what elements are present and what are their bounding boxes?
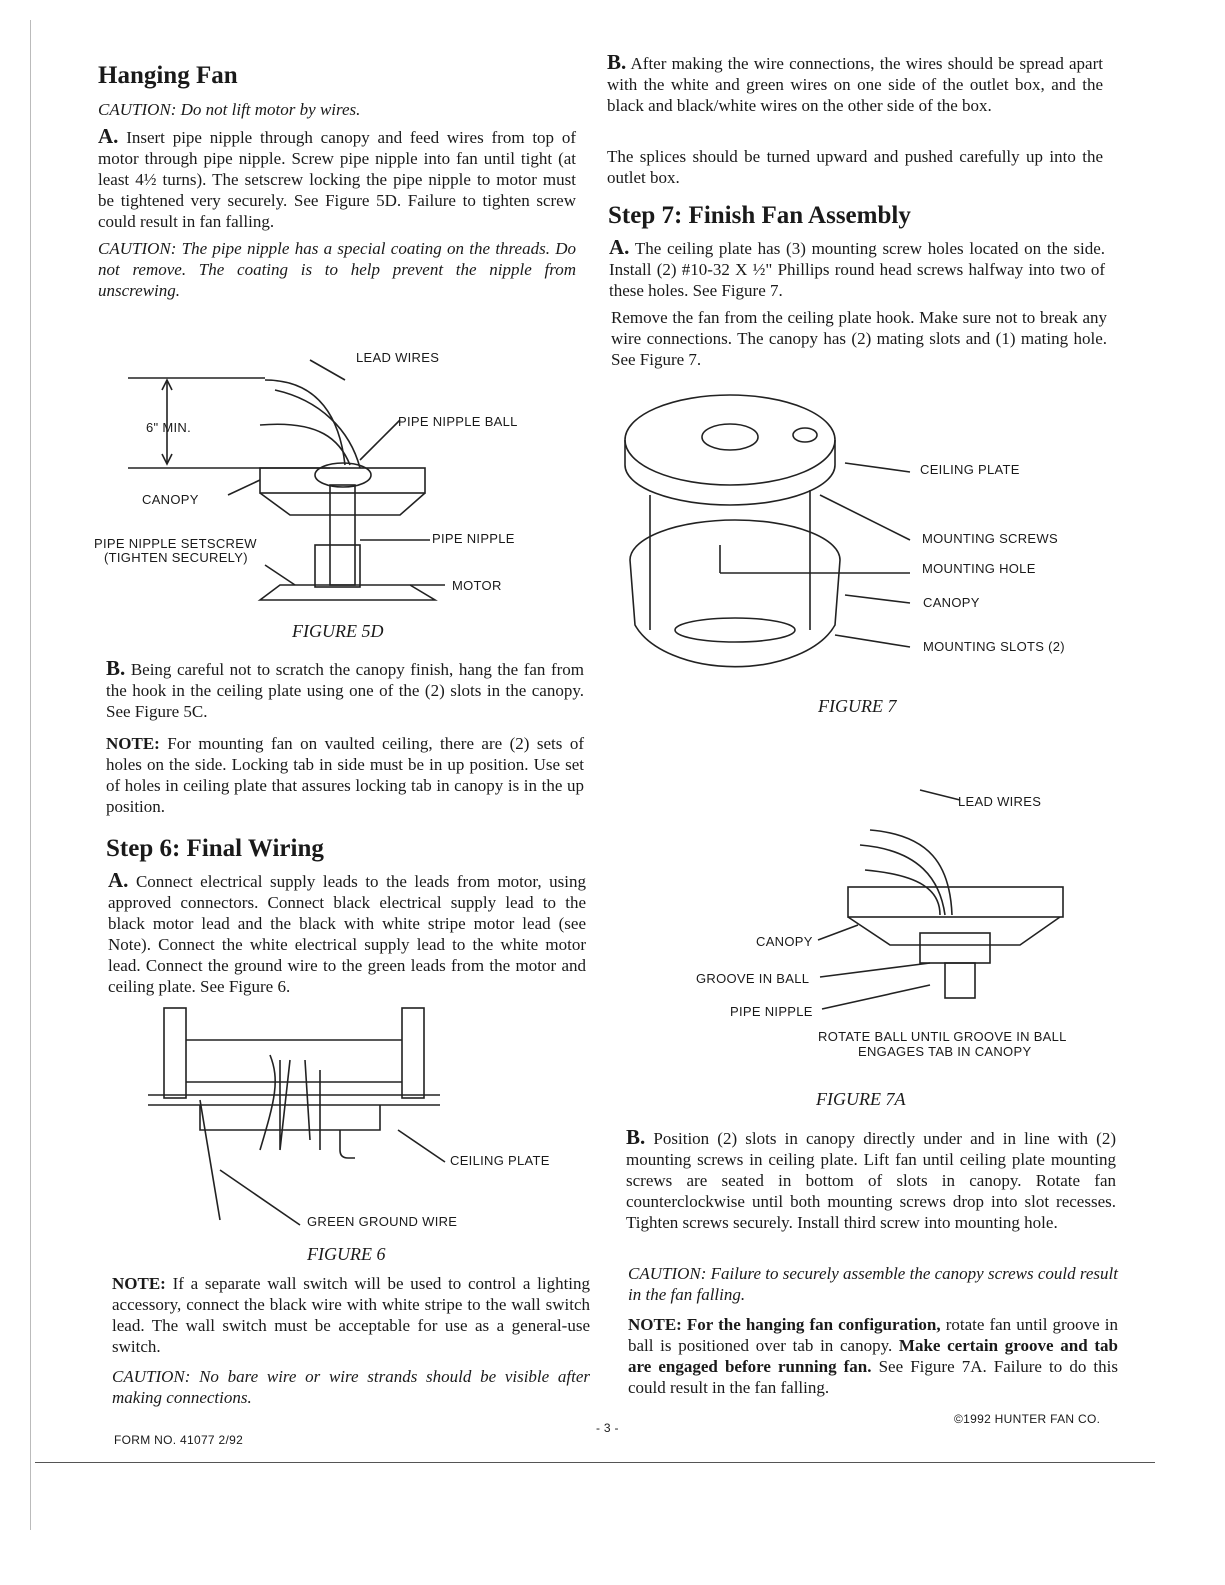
step-letter: B. bbox=[106, 656, 126, 680]
note-bold: NOTE: For the hanging fan configuration, bbox=[628, 1315, 941, 1334]
paragraph-b-wires bbox=[607, 52, 1103, 116]
figure-7 bbox=[620, 385, 1100, 695]
label-setscrew: PIPE NIPPLE SETSCREW bbox=[94, 536, 257, 551]
label-6-min: 6" MIN. bbox=[146, 420, 191, 435]
caution-coating: CAUTION: The pipe nipple has a special coating on the threads. Do not remove. The coating is to help prevent the nipple from unscrewing. bbox=[98, 239, 576, 300]
label-ceiling-plate: CEILING PLATE bbox=[920, 462, 1020, 477]
paragraph-text: Position (2) slots in canopy directly under and in line with (2) mounting screws in ceiling plate. Lift fan until ceiling plate mounting screws are seated in bottom of slots in canopy. Rotate fan counterclockwise until both mounting screws drop into slot recesses. Tighten screws securely. Install third screw into mounting hole. bbox=[626, 1129, 1116, 1232]
step-letter: A. bbox=[609, 235, 630, 259]
label-canopy: CANOPY bbox=[923, 595, 980, 610]
figure-5d-caption: FIGURE 5D bbox=[292, 621, 384, 641]
step-letter: A. bbox=[108, 868, 129, 892]
note-label: NOTE: bbox=[112, 1274, 166, 1293]
figure-7a-caption: FIGURE 7A bbox=[816, 1089, 906, 1109]
note-hanging-configuration bbox=[628, 1314, 1118, 1398]
figure-7-caption: FIGURE 7 bbox=[818, 696, 897, 716]
note-text: rotate fan until groove in ball is positioned over tab in canopy. bbox=[628, 1315, 1118, 1355]
paragraph-text: Being careful not to scratch the canopy finish, hang the fan from the hook in the ceiling plate using one of the (2) slots in the canopy. See Figure 5C. bbox=[106, 660, 584, 721]
label-green-ground-wire: GREEN GROUND WIRE bbox=[307, 1214, 458, 1229]
label-lead-wires: LEAD WIRES bbox=[958, 794, 1042, 809]
paragraph-text: The ceiling plate has (3) mounting screw holes located on the side. Install (2) #10-32 X ½" Phillips round head screws halfway into two of these holes. See Figure 7. bbox=[609, 239, 1105, 300]
step-letter: B. bbox=[626, 1125, 646, 1149]
label-mounting-slots: MOUNTING SLOTS (2) bbox=[923, 639, 1065, 654]
paragraph-b-hanging bbox=[106, 658, 584, 722]
label-ceiling-plate: CEILING PLATE bbox=[450, 1153, 550, 1168]
paragraph-text: After making the wire connections, the wires should be spread apart with the white and green wires on one side of the outlet box, and the black and black/white wires on the other side of the box. bbox=[607, 54, 1103, 115]
paragraph-a-assembly bbox=[609, 237, 1105, 301]
heading-step-6: Step 6: Final Wiring bbox=[106, 835, 324, 862]
label-pipe-nipple: PIPE NIPPLE bbox=[730, 1004, 813, 1019]
note-text: If a separate wall switch will be used to control a lighting accessory, connect the black wire with white stripe to the wall switch lead. The wall switch must be acceptable for use as a general-use switch. bbox=[112, 1274, 591, 1356]
figure-7a-drawing bbox=[690, 785, 1110, 1065]
paragraph-text: Connect electrical supply leads to the leads from motor, using approved connectors. Connect black electrical supply lead to the black motor lead and the black with white stripe motor lead (see Note). Connect the white electrical supply lead to the white motor lead. Connect the ground wire to the green leads from the motor and ceiling plate. See Figure 6. bbox=[108, 872, 587, 996]
paragraph-a-wiring bbox=[108, 870, 586, 997]
label-groove-in-ball: GROOVE IN BALL bbox=[696, 971, 810, 986]
note-text: For mounting fan on vaulted ceiling, there are (2) sets of holes on the side. Locking tab in side must be in up position. Use set of holes in ceiling plate that assures locking tab in canopy is in the up position. bbox=[106, 734, 585, 816]
figure-6-caption: FIGURE 6 bbox=[307, 1244, 386, 1264]
note-bold: Make certain groove and tab are engaged before running fan. bbox=[628, 1336, 1118, 1376]
figure-6 bbox=[140, 1000, 580, 1240]
scan-edge bbox=[30, 20, 31, 1530]
copyright: ©1992 HUNTER FAN CO. bbox=[954, 1412, 1101, 1426]
figure-7a bbox=[690, 785, 1110, 1065]
label-canopy: CANOPY bbox=[142, 492, 199, 507]
figure-5d-drawing bbox=[90, 340, 590, 620]
form-number: FORM NO. 41077 2/92 bbox=[114, 1433, 244, 1447]
step-letter: A. bbox=[98, 124, 119, 148]
note-vaulted-ceiling bbox=[106, 733, 584, 817]
page-bottom-rule bbox=[35, 1462, 1155, 1463]
paragraph-splices: The splices should be turned upward and pushed carefully up into the outlet box. bbox=[607, 147, 1103, 187]
page-number: - 3 - bbox=[596, 1421, 619, 1435]
label-tighten-securely: (TIGHTEN SECURELY) bbox=[104, 550, 248, 565]
paragraph-remove-fan: Remove the fan from the ceiling plate hook. Make sure not to break any wire connections. The canopy has (2) mating slots and (1) mating hole. See Figure 7. bbox=[611, 308, 1107, 369]
label-lead-wires: LEAD WIRES bbox=[356, 350, 440, 365]
paragraph-text: Insert pipe nipple through canopy and feed wires from top of motor through pipe nipple. Screw pipe nipple into fan until tight (at least 4½ turns). The setscrew locking the pipe nipple to motor must be tightened very securely. See Figure 5D. Failure to tighten screw could result in fan falling. bbox=[98, 128, 576, 231]
label-mounting-hole: MOUNTING HOLE bbox=[922, 561, 1036, 576]
label-rotate-ball: ROTATE BALL UNTIL GROOVE IN BALL bbox=[818, 1029, 1067, 1044]
note-text: See Figure 7A. Failure to do this could result in the fan falling. bbox=[628, 1357, 1118, 1397]
step-letter: B. bbox=[607, 50, 627, 74]
label-pipe-nipple-ball: PIPE NIPPLE BALL bbox=[398, 414, 518, 429]
figure-5d bbox=[90, 340, 590, 620]
caution-canopy-screws: CAUTION: Failure to securely assemble the canopy screws could result in the fan falling. bbox=[628, 1264, 1118, 1304]
heading-hanging-fan: Hanging Fan bbox=[98, 62, 238, 89]
heading-step-7: Step 7: Finish Fan Assembly bbox=[608, 202, 911, 229]
note-label: NOTE: bbox=[106, 734, 160, 753]
paragraph-a-hanging bbox=[98, 126, 576, 232]
label-pipe-nipple: PIPE NIPPLE bbox=[432, 531, 515, 546]
caution-bare-wire: CAUTION: No bare wire or wire strands should be visible after making connections. bbox=[112, 1367, 590, 1407]
label-mounting-screws: MOUNTING SCREWS bbox=[922, 531, 1058, 546]
paragraph-b-position bbox=[626, 1127, 1116, 1233]
label-canopy: CANOPY bbox=[756, 934, 813, 949]
label-motor: MOTOR bbox=[452, 578, 502, 593]
caution-lift-motor: CAUTION: Do not lift motor by wires. bbox=[98, 100, 361, 119]
note-wall-switch bbox=[112, 1273, 590, 1357]
figure-6-drawing bbox=[140, 1000, 580, 1240]
label-engages-tab: ENGAGES TAB IN CANOPY bbox=[858, 1044, 1032, 1059]
